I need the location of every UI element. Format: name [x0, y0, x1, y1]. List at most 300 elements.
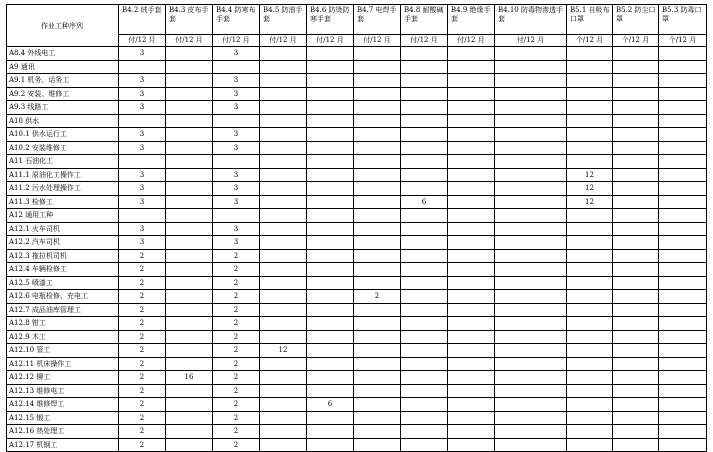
table-cell [567, 371, 613, 385]
table-cell [613, 236, 659, 250]
table-cell [448, 47, 495, 61]
table-cell [354, 128, 401, 142]
table-cell [166, 303, 213, 317]
table-cell [307, 236, 354, 250]
table-cell [448, 344, 495, 358]
table-cell: 2 [119, 371, 166, 385]
table-cell [260, 141, 307, 155]
table-cell [260, 222, 307, 236]
table-cell [401, 114, 448, 128]
table-cell [613, 438, 659, 452]
row-label: A12 通用工种 [7, 209, 119, 223]
column-header: B4.3 皮布手套 [166, 5, 213, 35]
table-cell [448, 330, 495, 344]
row-label: A11.3 检修工 [7, 195, 119, 209]
table-cell [448, 195, 495, 209]
table-cell [613, 263, 659, 277]
table-cell [260, 60, 307, 74]
ppe-allowance-table [6, 4, 707, 452]
table-cell [567, 114, 613, 128]
table-cell [567, 425, 613, 439]
table-row [7, 398, 707, 412]
table-cell [354, 344, 401, 358]
table-cell [354, 209, 401, 223]
table-cell [401, 263, 448, 277]
table-cell [448, 303, 495, 317]
table-cell [567, 344, 613, 358]
table-cell: 3 [119, 101, 166, 115]
table-cell [166, 357, 213, 371]
table-row [7, 276, 707, 290]
table-cell [567, 384, 613, 398]
table-cell [567, 236, 613, 250]
row-label: A12.10 管工 [7, 344, 119, 358]
table-row [7, 303, 707, 317]
table-cell [613, 357, 659, 371]
table-cell [567, 411, 613, 425]
table-cell [448, 60, 495, 74]
table-cell [307, 141, 354, 155]
table-cell [119, 209, 166, 223]
table-cell: 2 [354, 290, 401, 304]
table-cell: 2 [119, 398, 166, 412]
row-label: A9 通讯 [7, 60, 119, 74]
table-row [7, 168, 707, 182]
table-cell [495, 114, 567, 128]
table-cell [260, 87, 307, 101]
table-cell [166, 411, 213, 425]
table-cell [166, 398, 213, 412]
table-cell [260, 330, 307, 344]
table-cell [307, 317, 354, 331]
table-cell [495, 438, 567, 452]
table-cell: 2 [119, 357, 166, 371]
column-unit: 付/12 月 [213, 35, 260, 47]
column-unit: 付/12 月 [260, 35, 307, 47]
table-cell [495, 384, 567, 398]
table-cell [401, 357, 448, 371]
table-row [7, 155, 707, 169]
table-cell [613, 411, 659, 425]
table-cell [448, 371, 495, 385]
table-cell [166, 60, 213, 74]
row-label: A12.1 火车司机 [7, 222, 119, 236]
table-cell [307, 290, 354, 304]
table-row [7, 317, 707, 331]
table-cell [166, 182, 213, 196]
table-cell [354, 303, 401, 317]
row-label: A9.1 机务、话务工 [7, 74, 119, 88]
table-cell [659, 425, 707, 439]
table-row [7, 384, 707, 398]
table-cell [613, 384, 659, 398]
table-cell [354, 438, 401, 452]
column-header: B4.6 防烫防寒手套 [307, 5, 354, 35]
table-cell [260, 357, 307, 371]
table-cell [354, 384, 401, 398]
table-cell [307, 357, 354, 371]
table-cell [448, 222, 495, 236]
table-cell [166, 263, 213, 277]
table-cell [260, 101, 307, 115]
table-cell [495, 425, 567, 439]
table-cell [567, 276, 613, 290]
row-label: A11.1 原油化工操作工 [7, 168, 119, 182]
table-cell [659, 141, 707, 155]
table-cell [260, 236, 307, 250]
table-cell [448, 74, 495, 88]
table-cell [166, 101, 213, 115]
column-unit: 付/12 月 [307, 35, 354, 47]
table-cell [613, 47, 659, 61]
table-cell [448, 87, 495, 101]
table-cell [401, 236, 448, 250]
table-cell [401, 168, 448, 182]
table-cell [567, 303, 613, 317]
table-cell [495, 74, 567, 88]
table-row [7, 74, 707, 88]
table-cell: 2 [213, 317, 260, 331]
table-cell [567, 290, 613, 304]
table-cell [260, 411, 307, 425]
table-cell [166, 155, 213, 169]
column-unit: 个/12 月 [613, 35, 659, 47]
table-cell [567, 317, 613, 331]
table-cell [354, 168, 401, 182]
table-cell: 2 [119, 317, 166, 331]
table-row [7, 222, 707, 236]
table-cell: 3 [119, 74, 166, 88]
row-label: A12.9 木工 [7, 330, 119, 344]
table-cell [166, 384, 213, 398]
table-cell [166, 209, 213, 223]
table-cell [659, 47, 707, 61]
table-cell [448, 384, 495, 398]
table-cell [260, 249, 307, 263]
table-cell [307, 222, 354, 236]
table-cell [659, 195, 707, 209]
table-cell [354, 74, 401, 88]
table-cell [307, 195, 354, 209]
table-cell: 3 [213, 222, 260, 236]
table-cell [567, 101, 613, 115]
table-cell: 3 [213, 168, 260, 182]
table-cell [613, 222, 659, 236]
table-cell [401, 60, 448, 74]
ppe-allowance-table-container [6, 4, 707, 452]
table-cell [613, 74, 659, 88]
table-cell [659, 371, 707, 385]
table-cell [307, 209, 354, 223]
table-cell: 2 [119, 330, 166, 344]
table-row [7, 290, 707, 304]
table-cell [448, 155, 495, 169]
table-cell [448, 438, 495, 452]
table-cell [448, 101, 495, 115]
table-cell [354, 182, 401, 196]
table-cell [307, 47, 354, 61]
table-cell [448, 209, 495, 223]
table-cell [401, 330, 448, 344]
table-cell: 3 [213, 87, 260, 101]
table-cell [567, 357, 613, 371]
table-cell [448, 141, 495, 155]
table-cell [354, 60, 401, 74]
table-cell [166, 222, 213, 236]
table-cell [307, 438, 354, 452]
table-cell: 12 [260, 344, 307, 358]
table-cell [659, 384, 707, 398]
table-cell: 2 [213, 276, 260, 290]
table-cell [495, 411, 567, 425]
table-cell [260, 384, 307, 398]
table-cell [659, 330, 707, 344]
table-cell [354, 87, 401, 101]
table-cell: 2 [213, 357, 260, 371]
table-cell [448, 357, 495, 371]
table-cell: 3 [119, 236, 166, 250]
table-cell: 2 [119, 290, 166, 304]
table-cell [448, 168, 495, 182]
table-cell: 6 [401, 195, 448, 209]
table-row [7, 236, 707, 250]
table-cell [401, 47, 448, 61]
table-cell [495, 141, 567, 155]
table-cell [401, 101, 448, 115]
table-cell [659, 438, 707, 452]
table-cell [659, 60, 707, 74]
column-header: B5.2 防尘口罩 [613, 5, 659, 35]
table-cell [260, 182, 307, 196]
table-cell [495, 398, 567, 412]
table-cell [613, 128, 659, 142]
table-cell [401, 411, 448, 425]
table-cell: 2 [213, 249, 260, 263]
table-cell: 12 [567, 182, 613, 196]
table-cell [659, 263, 707, 277]
column-header: B4.8 耐酸碱手套 [401, 5, 448, 35]
table-cell [448, 263, 495, 277]
table-cell: 2 [213, 398, 260, 412]
table-row [7, 249, 707, 263]
table-cell [659, 276, 707, 290]
table-cell [401, 384, 448, 398]
table-cell [495, 222, 567, 236]
table-cell [354, 236, 401, 250]
table-cell [401, 74, 448, 88]
table-cell: 2 [213, 384, 260, 398]
table-cell [260, 209, 307, 223]
table-cell [307, 87, 354, 101]
table-cell [354, 141, 401, 155]
table-cell [448, 249, 495, 263]
table-cell: 2 [119, 263, 166, 277]
table-cell [307, 303, 354, 317]
table-cell [307, 330, 354, 344]
table-cell [166, 317, 213, 331]
table-cell [613, 317, 659, 331]
table-cell [354, 411, 401, 425]
table-cell [260, 263, 307, 277]
table-cell [166, 425, 213, 439]
table-cell [307, 276, 354, 290]
table-cell [354, 276, 401, 290]
table-row [7, 128, 707, 142]
table-cell [659, 411, 707, 425]
table-cell [401, 371, 448, 385]
table-cell: 12 [567, 168, 613, 182]
table-cell [495, 60, 567, 74]
table-cell [260, 371, 307, 385]
row-label: A9.3 线路工 [7, 101, 119, 115]
table-cell [495, 128, 567, 142]
table-cell [307, 411, 354, 425]
table-cell [448, 411, 495, 425]
table-cell [354, 371, 401, 385]
table-cell: 2 [119, 384, 166, 398]
table-cell [260, 195, 307, 209]
table-cell [495, 303, 567, 317]
table-cell [401, 249, 448, 263]
table-cell [354, 249, 401, 263]
table-row [7, 344, 707, 358]
table-cell [260, 155, 307, 169]
row-label: A12.7 成品油库管理工 [7, 303, 119, 317]
table-cell: 2 [213, 371, 260, 385]
table-cell [166, 47, 213, 61]
row-label: A12.2 汽车司机 [7, 236, 119, 250]
table-row [7, 357, 707, 371]
row-label: A12.8 钳工 [7, 317, 119, 331]
table-cell [448, 276, 495, 290]
table-row [7, 101, 707, 115]
table-cell [166, 290, 213, 304]
table-cell [613, 425, 659, 439]
table-cell [401, 290, 448, 304]
table-cell [495, 195, 567, 209]
table-cell [166, 330, 213, 344]
table-cell [307, 371, 354, 385]
table-cell [260, 47, 307, 61]
table-row [7, 371, 707, 385]
table-cell: 2 [119, 425, 166, 439]
row-header-cell: 作业工种序列 [7, 5, 119, 47]
table-cell [307, 155, 354, 169]
table-cell [659, 74, 707, 88]
table-cell: 3 [213, 141, 260, 155]
table-cell [659, 344, 707, 358]
table-cell [448, 128, 495, 142]
table-row [7, 87, 707, 101]
table-cell [495, 87, 567, 101]
column-unit: 付/12 月 [119, 35, 166, 47]
column-unit: 付/12 月 [354, 35, 401, 47]
table-cell [213, 209, 260, 223]
table-cell [354, 263, 401, 277]
table-cell [260, 168, 307, 182]
table-cell [567, 47, 613, 61]
table-cell: 2 [119, 303, 166, 317]
table-cell: 3 [213, 182, 260, 196]
table-cell [567, 330, 613, 344]
table-cell [401, 128, 448, 142]
table-row [7, 209, 707, 223]
table-cell [307, 74, 354, 88]
table-cell [495, 168, 567, 182]
table-cell [448, 398, 495, 412]
row-label: A12.16 热处理工 [7, 425, 119, 439]
table-cell [659, 357, 707, 371]
table-cell [354, 114, 401, 128]
table-cell [567, 222, 613, 236]
table-cell [659, 128, 707, 142]
table-cell: 12 [567, 195, 613, 209]
table-row [7, 263, 707, 277]
table-cell [354, 330, 401, 344]
table-cell [659, 249, 707, 263]
table-cell [659, 155, 707, 169]
table-cell [659, 303, 707, 317]
table-cell [659, 317, 707, 331]
table-cell [166, 87, 213, 101]
column-unit: 付/12 月 [495, 35, 567, 47]
table-cell [307, 344, 354, 358]
table-cell [448, 317, 495, 331]
table-cell [659, 182, 707, 196]
table-cell [659, 290, 707, 304]
table-cell [401, 344, 448, 358]
table-cell [495, 317, 567, 331]
table-cell [307, 114, 354, 128]
table-cell [213, 155, 260, 169]
table-cell [307, 168, 354, 182]
table-cell [495, 371, 567, 385]
table-cell [613, 330, 659, 344]
table-cell [448, 114, 495, 128]
table-cell: 3 [213, 236, 260, 250]
table-cell [495, 155, 567, 169]
row-label: A12.17 机钢工 [7, 438, 119, 452]
table-cell [307, 249, 354, 263]
column-header: B4.7 电焊手套 [354, 5, 401, 35]
table-cell [567, 209, 613, 223]
column-unit: 个/12 月 [567, 35, 613, 47]
table-cell [119, 60, 166, 74]
table-cell [659, 222, 707, 236]
table-cell [613, 114, 659, 128]
row-label: A10 供水 [7, 114, 119, 128]
table-cell [354, 155, 401, 169]
table-cell [166, 195, 213, 209]
table-cell [567, 263, 613, 277]
table-cell [613, 371, 659, 385]
table-cell: 3 [119, 128, 166, 142]
table-cell [401, 276, 448, 290]
table-cell [448, 236, 495, 250]
table-cell [401, 438, 448, 452]
table-cell [567, 60, 613, 74]
column-header: B4.5 防油手套 [260, 5, 307, 35]
table-cell [401, 87, 448, 101]
table-cell [659, 209, 707, 223]
table-cell [495, 276, 567, 290]
column-unit: 付/12 月 [401, 35, 448, 47]
table-cell [307, 263, 354, 277]
table-cell: 2 [119, 411, 166, 425]
table-cell: 3 [119, 141, 166, 155]
table-row [7, 195, 707, 209]
table-cell [354, 101, 401, 115]
